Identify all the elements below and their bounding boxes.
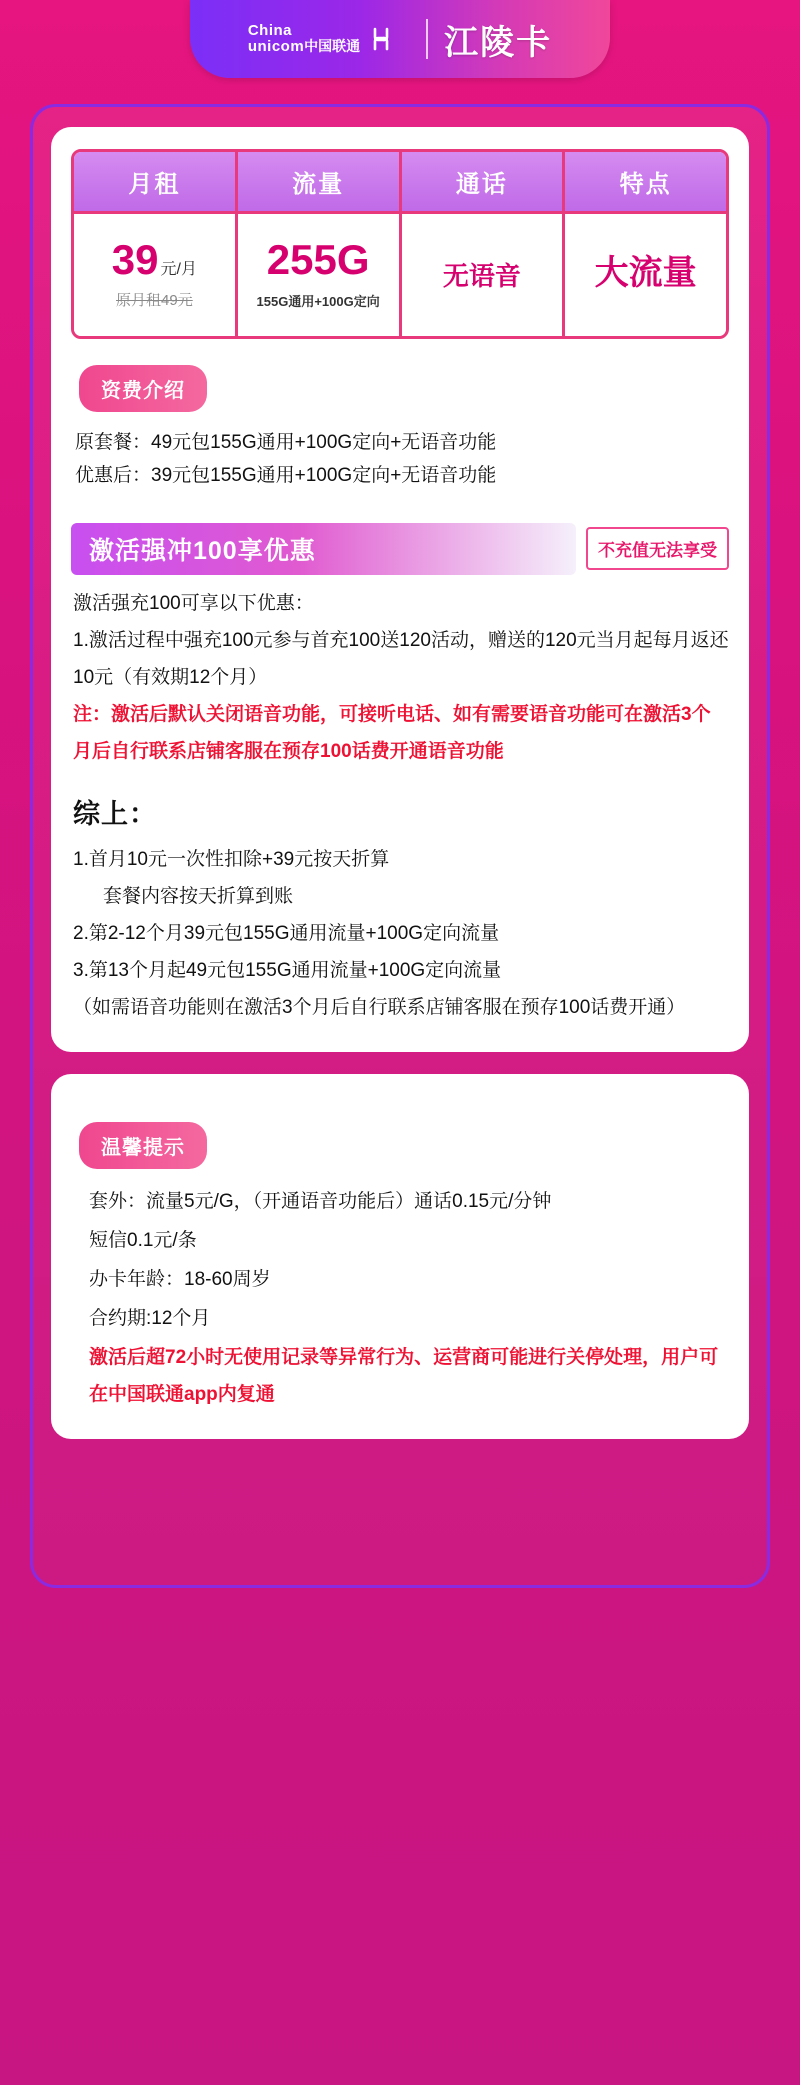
data-breakdown: 155G通用+100G定向 <box>256 293 380 309</box>
unicom-knot-icon <box>366 24 396 54</box>
spec-body-voice <box>402 214 563 336</box>
spec-header-voice: 通话 <box>402 152 563 214</box>
spec-column-feature <box>565 152 726 336</box>
voice-value: 无语音 <box>442 260 521 291</box>
spec-header-data: 流量 <box>238 152 399 214</box>
summary-item-2: 2.第2-12个月39元包155G通用流量+100G定向流量 <box>73 922 500 944</box>
spec-header-monthly-fee: 月租 <box>74 152 235 214</box>
bottom-spacer <box>51 1439 749 1559</box>
promo-row <box>71 523 729 575</box>
brand-en-line1: China <box>247 22 292 40</box>
price-line <box>111 235 197 283</box>
fee-line-discount: 优惠后：39元包155G通用+100G定向+无语音功能 <box>75 465 497 487</box>
content-frame <box>30 104 770 1588</box>
spec-column-voice <box>402 152 566 336</box>
price-value: 39 <box>111 235 159 283</box>
unicom-logo <box>248 23 410 55</box>
spec-body-monthly-fee <box>74 214 235 336</box>
summary-item-1-sub: 套餐内容按天折算到账 <box>103 885 294 907</box>
fee-section-tag: 资费介绍 <box>79 365 207 412</box>
header-divider <box>426 19 428 59</box>
spec-column-monthly-fee <box>74 152 238 336</box>
tips-tag: 温馨提示 <box>79 1122 207 1169</box>
tips-warning: 激活后超72小时无使用记录等异常行为、运营商可能进行关停处理，用户可在中国联通app内复通 <box>89 1346 719 1405</box>
tips-card <box>51 1074 749 1439</box>
promo-note-badge: 不充值无法享受 <box>586 527 729 570</box>
data-value: 255G <box>266 235 370 283</box>
brand-en-line2: unicom中国联通 <box>247 38 361 55</box>
card-title: 江陵卡 <box>444 23 553 62</box>
price-unit: 元/月 <box>160 260 197 278</box>
fee-line-original: 原套餐：49元包155G通用+100G定向+无语音功能 <box>75 432 497 453</box>
summary-item-3: 3.第13个月起49元包155G通用流量+100G定向流量 <box>73 959 502 981</box>
spec-body-feature <box>565 214 726 336</box>
spec-column-data <box>238 152 402 336</box>
promo-warning: 注：激活后默认关闭语音功能，可接听电话、如有需要语音功能可在激活3个月后自行联系店铺客服在预存100话费开通语音功能 <box>73 703 711 762</box>
tips-line-contract: 合约期:12个月 <box>89 1307 211 1329</box>
tips-line-sms: 短信0.1元/条 <box>89 1229 197 1251</box>
tips-line-age: 办卡年龄：18-60周岁 <box>89 1268 271 1290</box>
tips-line-overage: 套外：流量5元/G，（开通语音功能后）通话0.15元/分钟 <box>89 1190 552 1212</box>
promo-intro: 激活强充100可享以下优惠： <box>73 592 314 614</box>
promo-item-1: 1.激活过程中强充100元参与首充100送120活动，赠送的120元当月起每月返还10元（有效期12个月） <box>73 629 729 688</box>
summary-note: （如需语音功能则在激活3个月后自行联系店铺客服在预存100话费开通） <box>73 996 686 1018</box>
brand-cn: 中国联通 <box>304 38 361 54</box>
spec-header-feature: 特点 <box>565 152 726 214</box>
feature-value: 大流量 <box>594 254 697 293</box>
spec-body-data <box>238 214 399 336</box>
header-banner <box>190 0 610 78</box>
plan-details-card <box>51 127 749 1052</box>
summary-title: 综上： <box>73 798 157 829</box>
original-price: 原月租49元 <box>116 291 193 309</box>
page-header <box>0 0 800 90</box>
summary-item-1: 1.首月10元一次性扣除+39元按天折算 <box>73 848 390 870</box>
unicom-brand-text <box>248 23 360 55</box>
promo-banner: 激活强冲100享优惠 <box>71 523 576 575</box>
spec-table <box>71 149 729 339</box>
